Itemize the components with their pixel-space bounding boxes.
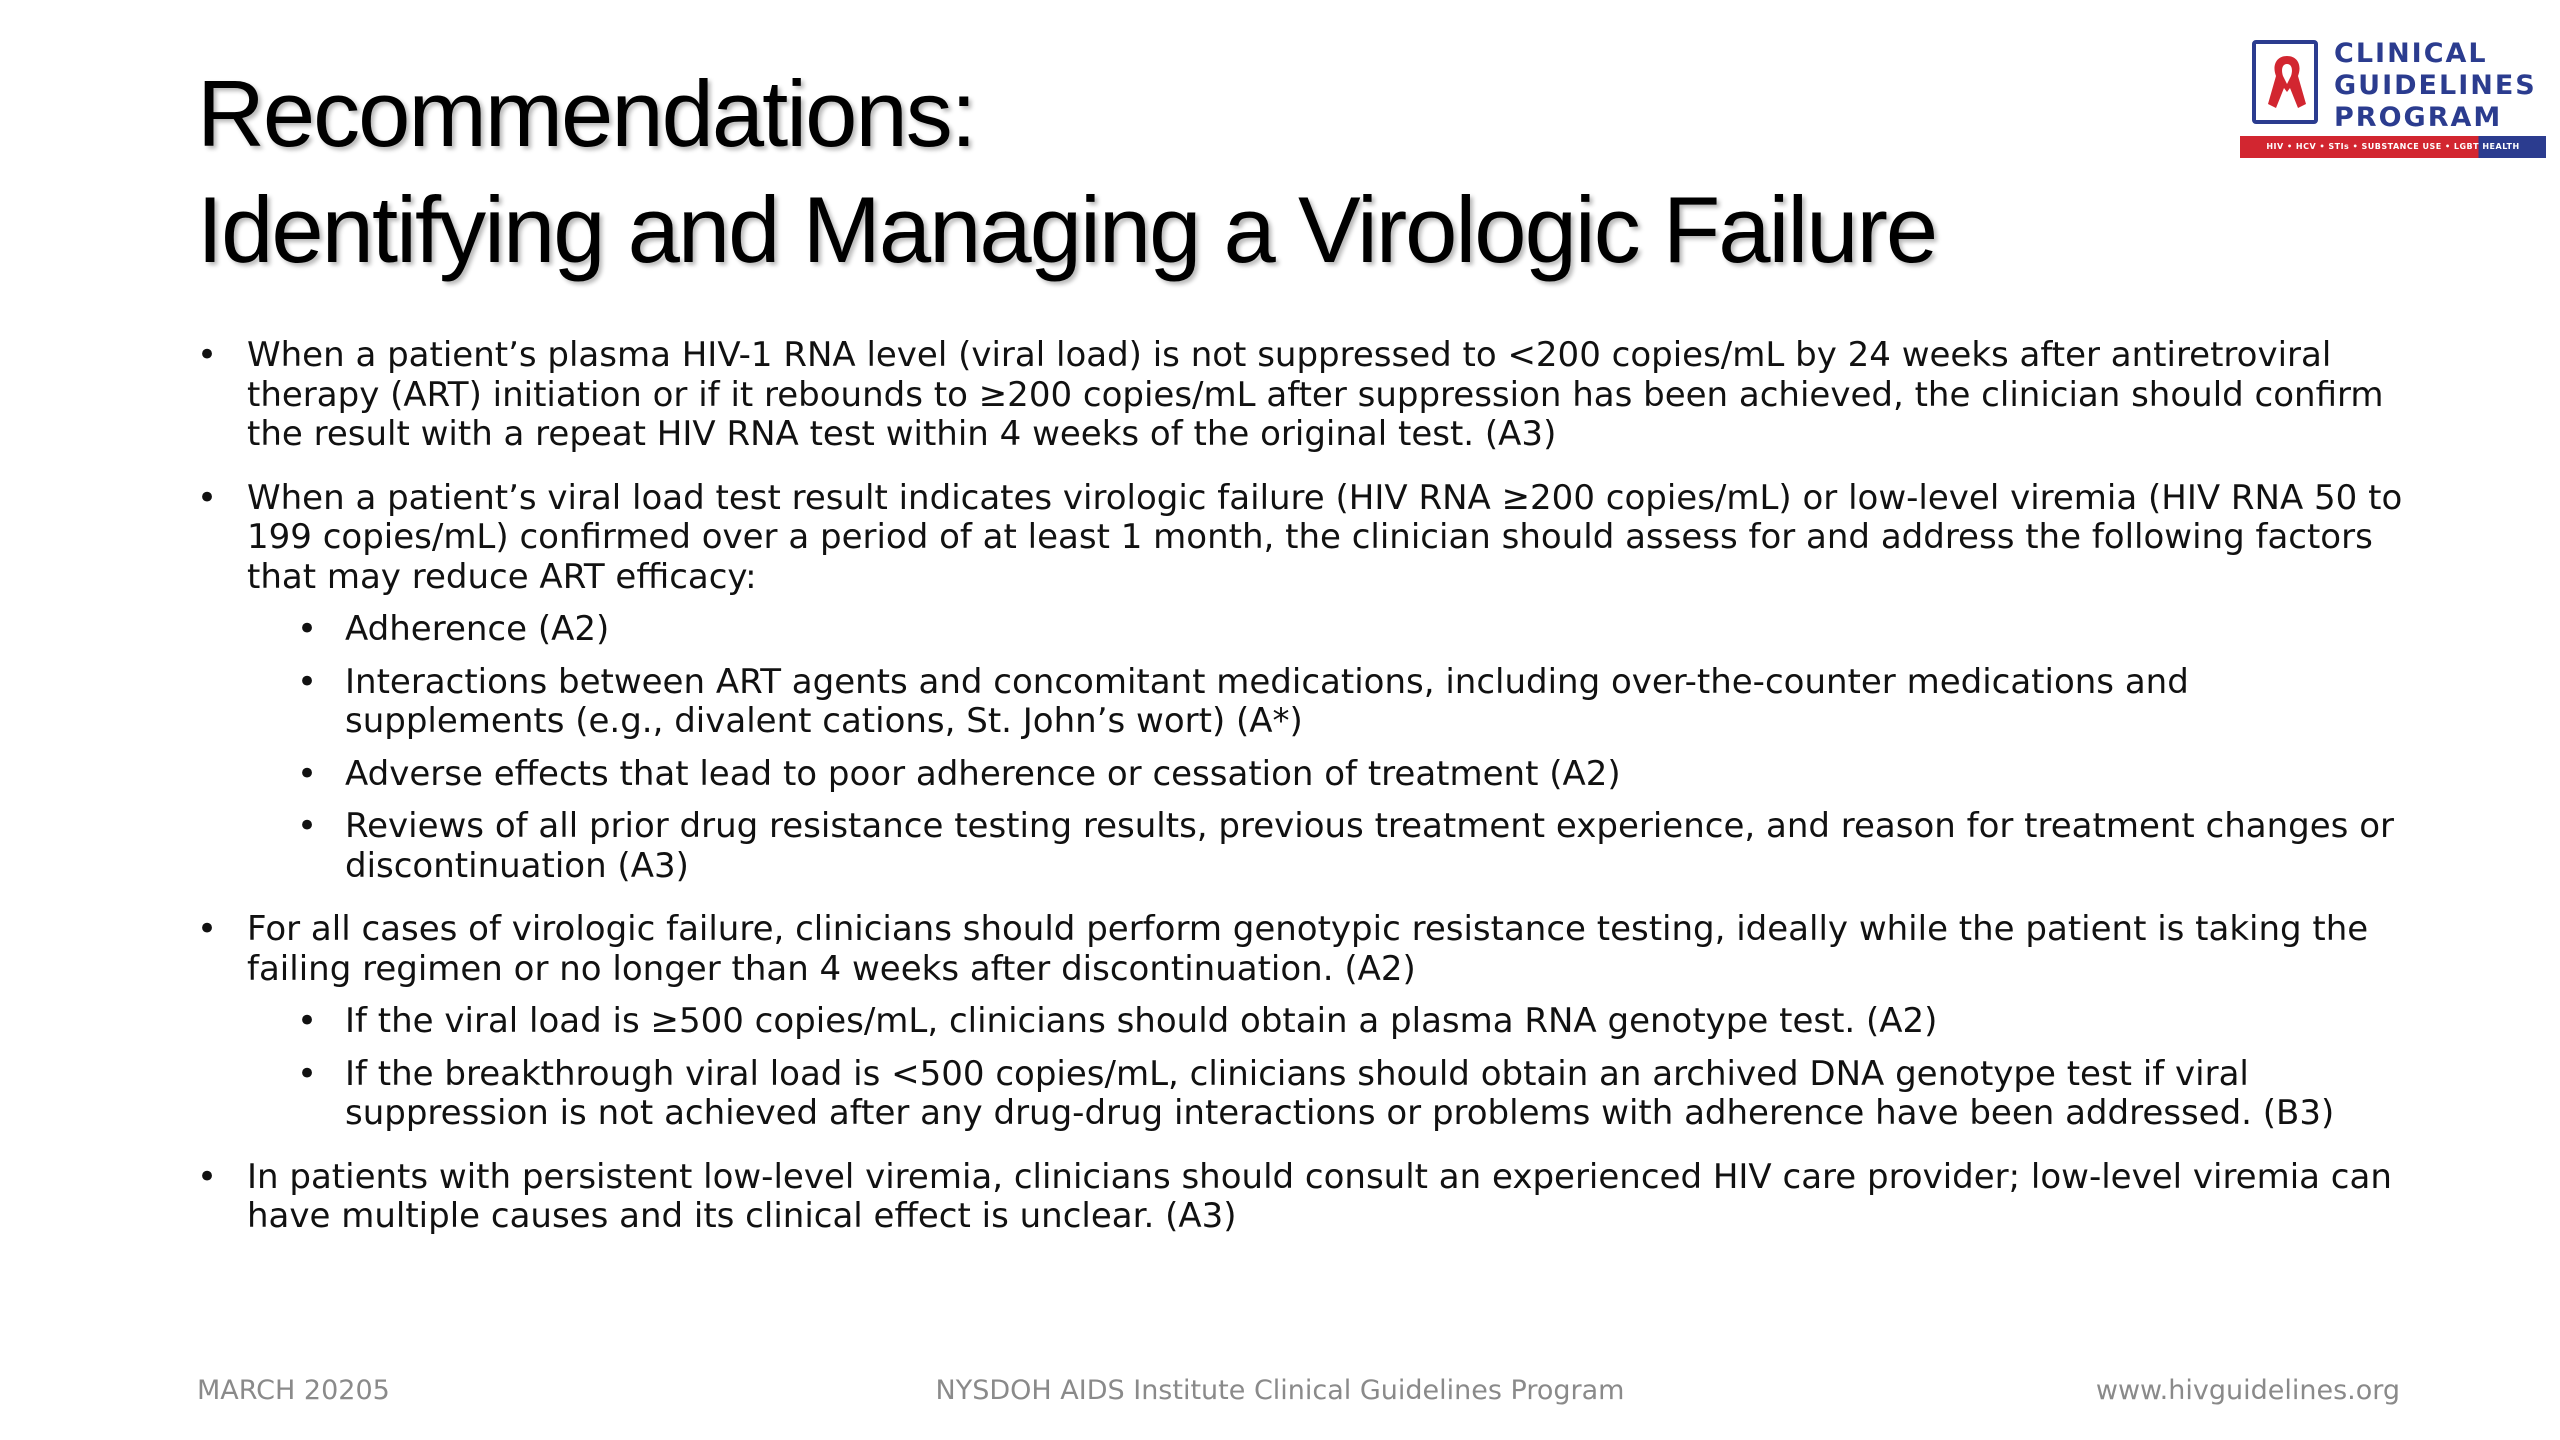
bullet-low-level-viremia: • In patients with persistent low-level viremia, clinicians should consult an experienced HIV care provider; low-level viremia can have multiple causes and its clinical effect is unclear. (A3) xyxy=(197,1158,2417,1237)
slide-title xyxy=(197,56,2097,288)
sub-bullet-rna-genotype: • If the viral load is ≥500 copies/mL, clinicians should obtain a plasma RNA genotype test. (A2) xyxy=(197,1002,2417,1042)
sub-bullet-adherence: • Adherence (A2) xyxy=(197,610,2417,650)
footer-website-link[interactable]: www.hivguidelines.org xyxy=(2095,1375,2400,1406)
bullet-genotypic-testing: • For all cases of virologic failure, clinicians should perform genotypic resistance testing, ideally while the patient is taking the failing regimen or no longer than 4 weeks after discontinuation. (A2) xyxy=(197,910,2417,989)
footer-date: MARCH 20205 xyxy=(197,1375,390,1406)
red-ribbon-icon xyxy=(2262,52,2312,114)
bullet-confirm-result: • When a patient’s plasma HIV-1 RNA level (viral load) is not suppressed to <200 copies/mL by 24 weeks after antiretroviral therapy (ART) initiation or if it rebounds to ≥200 copies/mL after suppression has been achieved, the clinician should confirm the result with a repeat HIV RNA test within 4 weeks of the original test. (A3) xyxy=(197,336,2417,455)
logo-line-1: CLINICAL xyxy=(2334,38,2488,69)
sub-bullet-reviews: • Reviews of all prior drug resistance testing results, previous treatment experience, and reason for treatment changes or discontinuation (A3) xyxy=(197,807,2417,886)
recommendations-list xyxy=(197,336,2417,1261)
clinical-guidelines-program-logo xyxy=(2240,36,2550,162)
logo-text xyxy=(2334,38,2537,134)
sub-bullet-interactions: • Interactions between ART agents and concomitant medications, including over-the-counter medications and supplements (e.g., divalent cations, St. John’s wort) (A*) xyxy=(197,663,2417,742)
bullet-assess-factors: • When a patient’s viral load test result indicates virologic failure (HIV RNA ≥200 copies/mL) or low-level viremia (HIV RNA 50 to 199 copies/mL) confirmed over a period of at least 1 month, the clinician should assess for and address the following factors that may reduce ART efficacy: xyxy=(197,479,2417,598)
title-line-2: Identifying and Managing a Virologic Failure xyxy=(197,177,1937,282)
sub-bullet-dna-genotype: • If the breakthrough viral load is <500 copies/mL, clinicians should obtain an archived DNA genotype test if viral suppression is not achieved after any drug-drug interactions or problems with adherence have been addressed. (B3) xyxy=(197,1055,2417,1134)
logo-tagline-bar: HIV • HCV • STIs • SUBSTANCE USE • LGBT HEALTH xyxy=(2240,136,2546,158)
logo-line-2: GUIDELINES xyxy=(2334,70,2537,101)
sub-bullet-adverse-effects: • Adverse effects that lead to poor adherence or cessation of treatment (A2) xyxy=(197,755,2417,795)
title-line-1: Recommendations: xyxy=(197,61,975,166)
logo-box xyxy=(2252,40,2318,124)
logo-line-3: PROGRAM xyxy=(2334,102,2503,133)
footer-organization: NYSDOH AIDS Institute Clinical Guidelines Program xyxy=(935,1375,1625,1406)
